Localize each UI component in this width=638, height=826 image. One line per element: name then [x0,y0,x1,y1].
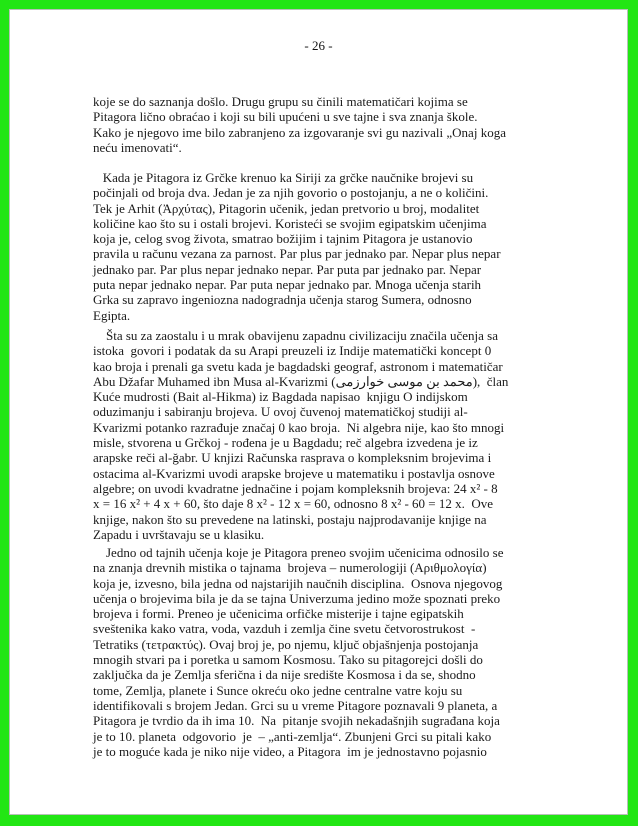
text-line: knjige, nakon što su prevedene na latinski, postaju najprodavanije knjige na [93,511,487,527]
text-line: puta nepar jednako nepar. Par puta nepar jednako par. Mnoga učenja starih [93,277,482,293]
text-line: količine kao što su i ostali brojevi. Koristeći se svojim egipatskim učenjima [93,215,487,231]
text-line: oduzimanju i sabiranju brojeva. U ovoj čuvenoj matematičkoj studiji al- [93,404,468,420]
paragraph-3 [93,328,563,542]
text-line: Kako je njegovo ime bilo zabranjeno za izgovaranje svi gu nazivali „Onaj koga [93,124,506,140]
text-line: Abu Džafar Muhamed ibn Musa al-Kvarizmi (محمد بن موسی خوارزمی), član [93,373,509,389]
text-line: mnogih stvari pa i poretka u samom Kosmosu. Tako su pitagorejci došli do [93,652,483,668]
text-line: Pitagora je tvrdio da ih ima 10. Na pitanje svojih nekadašnjih sugrađana koja [93,713,500,729]
text-line: učenja o brojevima bila je da se tajna Univerzuma jedino može spoznati preko [93,590,501,606]
text-line: ostacima al-Kvarizmi uvodi arapske brojeve u matematiku i postavlja osnove [93,465,495,481]
text-line: Tetratiks (τετρακτύς). Ovaj broj je, po njemu, ključ objašnjenja postojanja [93,636,479,652]
text-line: Grka su zapravo ingeniozna nadogradnja učenja starog Sumera, odnosno [93,292,472,308]
text-line: na znanja drevnih mistika o tajnama brojeva – numerologiji (Αριθμολογία) [93,560,487,576]
text-line: Kvarizmi potanko razrađuje značaj 0 kao broja. Ni algebra nije, kao što mnogi [93,419,505,435]
text-line: koja je, izvesno, bila jedna od najstarijih naučnih disciplina. Osnova njegovog [93,575,503,591]
paragraph-2 [93,170,563,323]
text-line: sveštenika kako vatra, voda, vazduh i zemlja čine svetu četvorostrukost - [93,621,476,637]
text-line: arapske reči al-ğabr. U knjizi Računska rasprava o kompleksnim brojevima i [93,450,492,466]
text-line: identifikovali s brojem Jedan. Grci su u vreme Pitagore poznavali 9 planeta, a [93,697,498,713]
text-line: Tek je Arhit (Ἀρχύτας), Pitagorin učenik, jedan pretvorio u broj, modalitet [93,200,480,216]
text-line: Šta su za zaostalu i u mrak obavijenu zapadnu civilizaciju značila učenja sa [93,328,499,343]
document-page [9,9,628,815]
text-line: koje se do saznanja došlo. Drugu grupu su činili matematičari kojima se [93,94,468,109]
text-line: Kada je Pitagora iz Grčke krenuo ka Siriji za grčke naučnike brojevi su [93,170,474,185]
paragraph-4 [93,545,563,759]
text-line: x = 16 x² + 4 x + 60, što daje 8 x² - 12 x = 60, odnosno 8 x² - 60 = 12 x. Ove [93,496,494,512]
text-line: istoka govori i podatak da su Arapi preuzeli iz Indije matematički koncept 0 [93,343,492,359]
text-line: Jedno od tajnih učenja koje je Pitagora preneo svojim učenicima odnosilo se [93,545,504,560]
text-line: je to 10. planeta odgovorio je – „anti-zemlja“. Zbunjeni Grci su pitali kako [93,728,492,744]
text-line: misle, stvorena u Grčkoj - rođena je u Bagdadu; reč algebra izvedena je iz [93,435,478,451]
text-line: zaključka da je Zemlja sferična i da nije središte Kosmosa i da se, shodno [93,667,476,683]
text-line: neću imenovati“. [93,139,182,155]
text-line: brojeva i formi. Preneo je učenicima orfičke misterije i tajne egipatskih [93,606,464,622]
text-line: Egipta. [93,307,131,323]
text-line: Zapadu i uvrštavaju se u klasiku. [93,526,265,542]
text-line: Kuće mudrosti (Bait al-Hikma) iz Bagdada napisao knjigu O indijskom [93,389,468,405]
text-line: kao broja i prenali ga svetu kada je bagdadski geograf, astronom i matematičar [93,358,503,374]
page-number: - 26 - [304,38,333,53]
text-line: algebre; on uvodi kvadratne jednačine i pojam kompleksnih brojeva: 24 x² - 8 [93,480,498,496]
text-line: počinjali od broja dva. Jedan je za njih govorio o postojanju, a ne o količini. [93,185,489,201]
text-line: koja je, celog svog života, smatrao božijim i tajnim Pitagora je ustanovio [93,231,473,247]
text-line: je to moguće kada je niko nije video, a Pitagora im je jednostavno pojasnio [93,743,487,759]
text-line: pravila u računu vezana za parnost. Par plus par jednako par. Nepar plus nepar [93,246,501,262]
text-line: Pitagora lično obraćao i koji su bili upućeni u sve tajne i sva znanja škole. [93,109,478,125]
text-line: jednako par. Par plus nepar jednako nepar. Par puta par jednako par. Nepar [93,261,482,277]
paragraph-1 [93,94,563,155]
text-line: tome, Zemlja, planete i Sunce okreću oko jedne centralne vatre koju su [93,682,463,698]
